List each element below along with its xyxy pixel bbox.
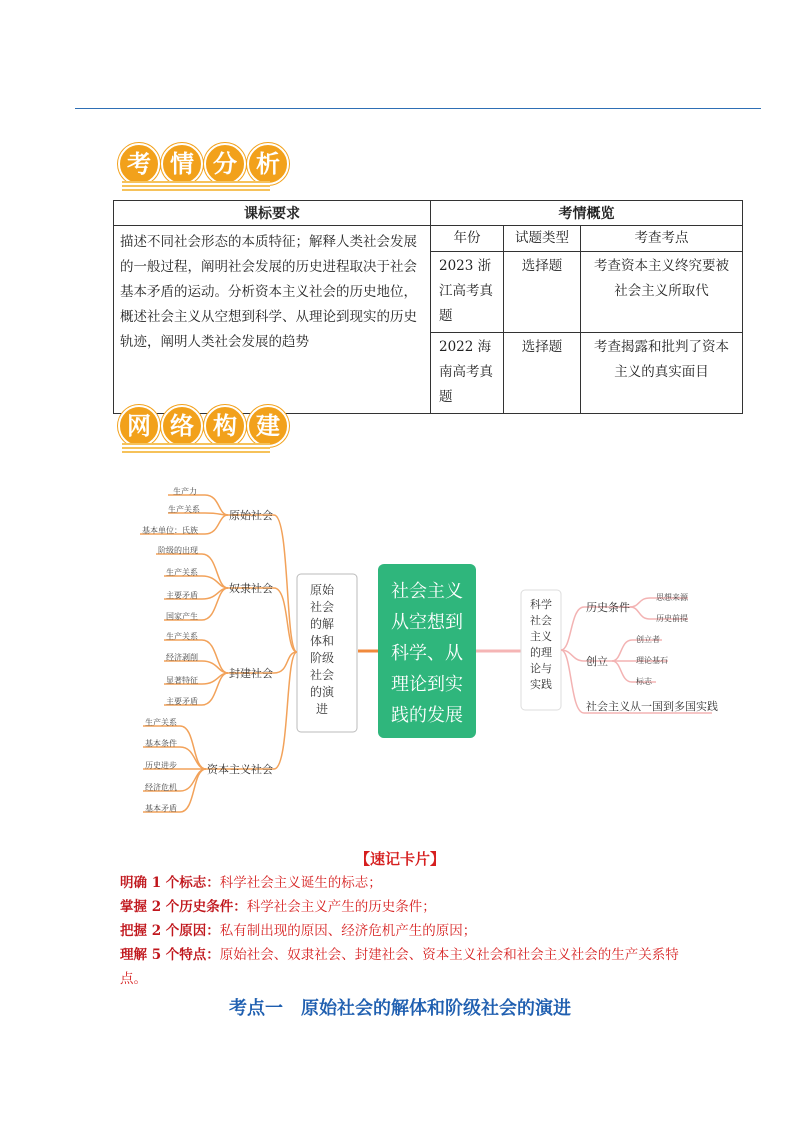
card-text: 科学社会主义产生的历史条件； [246, 899, 436, 915]
svg-text:体和: 体和 [309, 634, 335, 648]
svg-text:阶级: 阶级 [309, 651, 335, 665]
svg-text:实践: 实践 [530, 678, 552, 691]
subheader-year: 年份 [431, 226, 504, 252]
row-year: 2023 浙江高考真题 [431, 252, 504, 333]
section-title: 考点一 原始社会的解体和阶级社会的演进 [229, 998, 571, 1019]
card-line [120, 895, 700, 919]
header-overview: 考情概览 [431, 201, 743, 226]
banner-char: 络 [161, 405, 203, 447]
leaf-label: 基本矛盾 [145, 804, 177, 813]
card-key: 明确 1 个标志： [120, 875, 220, 891]
svg-text:社会: 社会 [309, 600, 335, 614]
card-line [120, 871, 700, 895]
requirement-text: 描述不同社会形态的本质特征；解释人类社会发展的一般过程，阐明社会发展的历史进程取决于社会基本矛盾的运动。分析资本主义社会的历史地位，概述社会主义从空想到科学、从理论到现实的历史轨迹，阐明人类社会发展的趋势 [114, 226, 431, 414]
leaf-label: 阶级的出现 [158, 546, 198, 555]
card-key: 掌握 2 个历史条件： [120, 899, 247, 915]
leaf-label: 生产力 [173, 487, 197, 496]
banner-char: 建 [247, 405, 289, 447]
branch-label: 原始社会 [229, 509, 273, 522]
leaf-label: 标志 [636, 677, 652, 686]
leaf-label: 生产关系 [145, 718, 177, 727]
banner-char: 网 [118, 405, 160, 447]
center-line: 践的发展 [391, 705, 463, 726]
row-type: 选择题 [504, 252, 581, 333]
banner-char: 分 [204, 143, 246, 185]
right-leaf-labels [636, 592, 689, 686]
banner-char: 构 [204, 405, 246, 447]
svg-text:进: 进 [315, 702, 329, 716]
svg-text:的演: 的演 [309, 685, 335, 699]
branch-label: 封建社会 [229, 667, 273, 680]
branch-label: 社会主义从一国到多国实践 [586, 700, 718, 713]
card-text: 科学社会主义诞生的标志； [219, 875, 382, 891]
banner-char: 情 [161, 143, 203, 185]
left-leaf-labels [142, 486, 200, 813]
card-text: 原始社会、奴隶社会、封建社会、资本主义社会和社会主义社会的生产关系特点。 [120, 947, 679, 987]
branch-label: 创立 [586, 655, 608, 668]
center-line: 理论到实 [391, 674, 463, 695]
branch-label: 奴隶社会 [229, 582, 273, 595]
center-line: 科学、从 [391, 643, 463, 664]
card-key: 把握 2 个原因： [120, 923, 220, 939]
center-line: 社会主义 [391, 581, 463, 602]
left-branch-labels [207, 508, 273, 776]
subheader-point: 考查考点 [581, 226, 743, 252]
leaf-label: 经济危机 [145, 783, 177, 792]
leaf-label: 主要矛盾 [166, 591, 198, 600]
svg-text:原始: 原始 [309, 583, 335, 597]
leaf-label: 历史前提 [656, 614, 688, 623]
row-point: 考查资本主义终究要被社会主义所取代 [581, 252, 743, 333]
leaf-label: 创立者 [636, 635, 660, 644]
card-key: 理解 5 个特点： [120, 947, 220, 963]
subheader-type: 试题类型 [504, 226, 581, 252]
svg-text:社会: 社会 [530, 614, 552, 627]
leaf-label: 基本单位：氏族 [142, 526, 198, 535]
svg-text:的理: 的理 [530, 646, 552, 659]
leaf-label: 生产关系 [166, 568, 198, 577]
leaf-label: 生产关系 [166, 632, 198, 641]
leaf-label: 思想来源 [656, 593, 688, 602]
leaf-label: 经济剥削 [166, 653, 198, 662]
branch-label: 历史条件 [586, 601, 630, 614]
leaf-label: 国家产生 [166, 612, 198, 621]
leaf-label: 历史进步 [145, 761, 177, 770]
header-requirement: 课标要求 [114, 201, 431, 226]
card-title: 【速记卡片】 [354, 850, 445, 868]
card-text: 私有制出现的原因、经济危机产生的原因； [219, 923, 477, 939]
leaf-label: 主要矛盾 [166, 697, 198, 706]
center-line: 从空想到 [391, 612, 463, 633]
card-line [120, 943, 700, 991]
branch-label: 资本主义社会 [207, 763, 273, 776]
svg-text:社会: 社会 [309, 668, 335, 682]
leaf-label: 生产关系 [168, 505, 200, 514]
leaf-label: 显著特征 [166, 676, 198, 685]
leaf-label: 理论基石 [636, 656, 668, 665]
card-line [120, 919, 700, 943]
row-type: 选择题 [504, 333, 581, 414]
svg-text:的解: 的解 [309, 617, 335, 631]
row-year: 2022 海南高考真题 [431, 333, 504, 414]
svg-text:主义: 主义 [530, 630, 552, 643]
svg-text:论与: 论与 [530, 662, 552, 675]
svg-text:科学: 科学 [530, 598, 552, 611]
banner-char: 析 [247, 143, 289, 185]
banner-char: 考 [118, 143, 160, 185]
row-point: 考查揭露和批判了资本主义的真实面目 [581, 333, 743, 414]
leaf-label: 基本条件 [145, 739, 177, 748]
